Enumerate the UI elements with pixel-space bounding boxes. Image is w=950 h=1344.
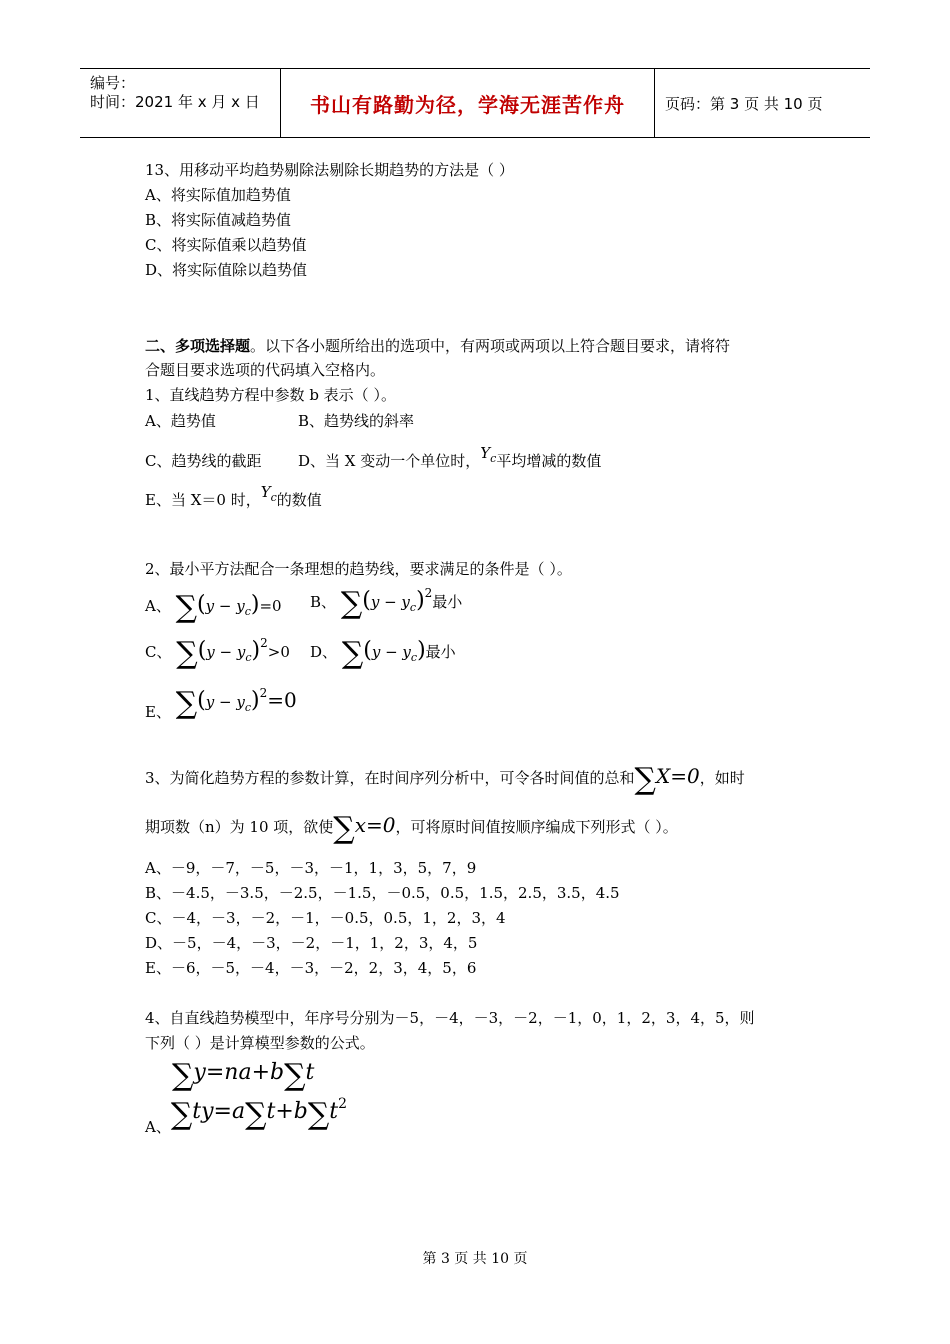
m4-f1-b: t xyxy=(305,1060,315,1085)
m2-a-eq: =0 xyxy=(259,597,282,615)
m2-c-sub: c xyxy=(245,651,252,664)
m3-stem2-formula xyxy=(333,811,396,846)
m3-stem1-formula-text: X=0 xyxy=(655,764,700,788)
m1-e-var-sub: c xyxy=(270,491,277,504)
sigma-symbol: ∑ xyxy=(175,590,198,625)
m3-stem2-post: ，可将原时间值按顺序编成下列形式（ ）。 xyxy=(395,818,678,836)
m2-option-b xyxy=(310,586,462,621)
m1-option-a: A、趋势值 xyxy=(145,412,216,430)
m3-stem1-pre: 3、为简化趋势方程的参数计算，在时间序列分析中，可令各时间值的总和 xyxy=(145,769,635,787)
m1-option-b: B、趋势线的斜率 xyxy=(298,412,415,430)
m2-a-label: A、 xyxy=(145,597,171,615)
m3-option-b: B、－4.5，－3.5，－2.5，－1.5，－0.5，0.5，1.5，2.5，3.5，4.5 xyxy=(145,884,620,902)
sigma-symbol: ∑ xyxy=(170,1097,193,1132)
m4-f2-b: t+b xyxy=(266,1099,308,1124)
m2-e-eq: =0 xyxy=(267,688,297,712)
m1-d-var-sub: c xyxy=(490,452,497,465)
m4-a-label: A、 xyxy=(145,1118,171,1136)
page-label: 页码：第 3 页 共 10 页 xyxy=(665,94,823,113)
serial-label: 编号： xyxy=(90,74,136,92)
m3-stem1-formula xyxy=(634,762,700,797)
sigma-symbol: ∑ xyxy=(634,762,656,797)
sigma-symbol: ∑ xyxy=(284,1058,306,1093)
m1-e-var xyxy=(260,483,277,504)
m1-d-text: D、当 X 变动一个单位时， xyxy=(298,452,481,470)
m1-e-post: 的数值 xyxy=(276,491,322,509)
q13-option-a: A、将实际值加趋势值 xyxy=(145,186,291,204)
m4-f2-a: ty=a xyxy=(192,1099,246,1124)
m2-option-e xyxy=(145,686,297,721)
m2-b-sq: 2 xyxy=(424,586,433,600)
m2-b-formula: $\sum(y - y_c)^2$ xyxy=(340,586,433,621)
sigma-symbol: ∑ xyxy=(172,1058,194,1093)
q13-stem: 13、用移动平均趋势剔除法剔除长期趋势的方法是（ ） xyxy=(145,161,514,179)
section2-title: 二、多项选择题 xyxy=(145,337,251,355)
m2-b-label: B、 xyxy=(310,593,337,611)
m2-b-expr: y − y xyxy=(370,593,410,611)
m1-d-var-y: Y xyxy=(480,444,491,462)
m1-option-e xyxy=(145,483,322,512)
sigma-symbol: ∑ xyxy=(341,636,364,671)
page-header xyxy=(80,68,870,138)
m2-b-min: 最小 xyxy=(432,593,463,611)
page-footer: 第 3 页 共 10 页 xyxy=(422,1251,528,1267)
m2-a-expr: y − y xyxy=(205,597,245,615)
sigma-symbol: ∑ xyxy=(245,1097,267,1132)
m2-option-d xyxy=(310,636,456,671)
m3-option-c: C、－4，－3，－2，－1，－0.5，0.5，1，2，3，4 xyxy=(145,909,506,927)
q13-option-c: C、将实际值乘以趋势值 xyxy=(145,236,307,254)
m1-option-d xyxy=(298,444,602,473)
m4-formula1 xyxy=(172,1058,314,1093)
m3-option-a: A、－9，－7，－5，－3，－1，1，3，5，7，9 xyxy=(145,859,477,877)
m4-formula2-body xyxy=(170,1096,348,1132)
m2-c-sq: 2 xyxy=(260,636,268,650)
m1-d-post: 平均增减的数值 xyxy=(496,452,602,470)
m2-option-a xyxy=(145,590,282,625)
m3-stem-line1 xyxy=(145,762,745,797)
date-label: 时间：2021 年 x 月 x 日 xyxy=(90,93,260,111)
m2-stem: 2、最小平方法配合一条理想的趋势线，要求满足的条件是（ ）。 xyxy=(145,560,572,578)
m4-formula1-body xyxy=(172,1058,315,1093)
q13-option-d: D、将实际值除以趋势值 xyxy=(145,261,308,279)
m3-option-e: E、－6，－5，－4，－3，－2，2，3，4，5，6 xyxy=(145,959,477,977)
m2-e-formula: $\sum(y - y_c)^2=0$ xyxy=(175,686,297,721)
sigma-symbol: ∑ xyxy=(175,686,198,721)
m2-c-label: C、 xyxy=(145,643,172,661)
m3-option-d: D、－5，－4，－3，－2，－1，1，2，3，4，5 xyxy=(145,934,478,952)
section2-intro1: 。以下各小题所给出的选项中，有两项或两项以上符合题目要求，请将符 xyxy=(250,337,731,355)
m1-d-var xyxy=(480,444,497,465)
q13-option-b: B、将实际值减趋势值 xyxy=(145,211,292,229)
sigma-symbol: ∑ xyxy=(307,1097,330,1132)
sigma-symbol: ∑ xyxy=(333,811,355,846)
m2-d-formula: $\sum(y - y_c)$ xyxy=(341,636,426,671)
sigma-symbol: ∑ xyxy=(176,636,198,671)
header-motto-cell xyxy=(281,69,655,137)
m2-a-sub: c xyxy=(244,605,251,618)
m2-d-expr: y − y xyxy=(371,643,411,661)
m2-d-label: D、 xyxy=(310,643,338,661)
m4-stem-line1: 4、自直线趋势模型中，年序号分别为－5，－4，－3，－2，－1，0，1，2，3，4，5，则 xyxy=(145,1009,755,1027)
header-info-cell xyxy=(80,69,281,137)
m4-stem-line2: 下列（ ）是计算模型参数的公式。 xyxy=(145,1034,375,1052)
m1-option-c: C、趋势线的截距 xyxy=(145,452,262,470)
m2-option-c xyxy=(145,636,290,671)
m2-e-sub: c xyxy=(244,701,251,714)
m2-c-gt: >0 xyxy=(267,643,290,661)
m4-option-a xyxy=(145,1096,348,1136)
m2-b-sub: c xyxy=(409,601,417,614)
m1-stem: 1、直线趋势方程中参数 b 表示（ ）。 xyxy=(145,386,396,404)
m2-d-sub: c xyxy=(410,651,418,664)
section2-intro-line1 xyxy=(145,336,730,356)
m2-e-label: E、 xyxy=(145,703,171,721)
m4-f2-sq: 2 xyxy=(338,1096,348,1112)
m2-c-formula: $\sum(y - y_c)^2>0$ xyxy=(176,636,290,671)
m4-f2-c: t xyxy=(329,1099,339,1124)
sigma-symbol: ∑ xyxy=(340,586,363,621)
section2-intro-line2: 合题目要求选项的代码填入空格内。 xyxy=(145,361,386,379)
m3-stem2-pre: 期项数（n）为 10 项，欲使 xyxy=(145,818,334,836)
m2-e-sq: 2 xyxy=(259,686,268,700)
m3-stem2-formula-text: x=0 xyxy=(354,813,396,837)
m2-a-formula: $\sum(y - y_c)=0$ xyxy=(175,590,282,625)
m2-d-min: 最小 xyxy=(425,643,456,661)
m4-f1-a: y=na+b xyxy=(193,1060,285,1085)
header-page-cell xyxy=(655,69,870,137)
motto: 书山有路勤为径，学海无涯苦作舟 xyxy=(310,92,625,117)
m1-e-var-y: Y xyxy=(260,483,271,501)
m3-stem-line2 xyxy=(145,811,678,846)
m2-c-expr: y − y xyxy=(206,643,246,661)
m2-e-expr: y − y xyxy=(205,693,245,711)
m3-stem1-post: ，如时 xyxy=(699,769,745,787)
m1-e-text: E、当 X＝0 时， xyxy=(145,491,261,509)
